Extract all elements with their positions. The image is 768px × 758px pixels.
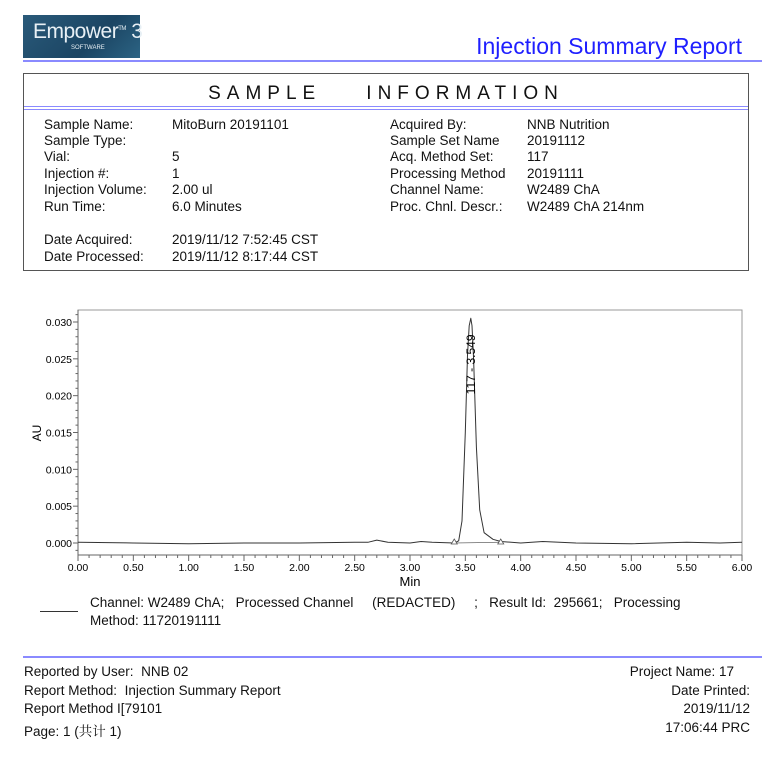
field-label: Date Processed: [44, 249, 144, 264]
x-tick-label: 3.00 [399, 562, 421, 574]
sample-information-heading: SAMPLE INFORMATION [208, 83, 564, 104]
field-label: Date Acquired: [44, 232, 133, 247]
x-tick-label: 6.00 [731, 562, 753, 574]
y-tick-label: 0.015 [45, 427, 72, 440]
y-tick-label: 0.020 [45, 390, 72, 403]
x-tick-label: 0.00 [67, 562, 89, 574]
legend-line1: Channel: W2489 ChA; Processed Channel (REDACTED) ; Result Id: 295661; Processing [90, 595, 681, 610]
heading-rule [24, 106, 748, 107]
y-tick-label: 0.005 [45, 501, 72, 514]
report-method-id-label: Report Method I[ [24, 701, 125, 716]
field-value: 20191112 [527, 133, 586, 148]
field-value: 117 [527, 149, 549, 164]
x-tick-label: 5.00 [621, 562, 642, 574]
chromatogram-trace [78, 318, 742, 543]
field-label: Sample Type: [44, 133, 127, 148]
y-tick-label: 0.030 [45, 317, 72, 329]
field-label: Acquired By: [390, 117, 467, 132]
field-value: 6.0 Minutes [172, 199, 242, 214]
header-divider [23, 60, 762, 62]
report-method-value: Injection Summary Report [124, 683, 281, 698]
date-printed: 2019/11/12 [683, 701, 750, 716]
page-number: Page: 1 (共计 1) [24, 724, 122, 739]
empower-logo [23, 15, 143, 58]
x-tick-label: 5.50 [676, 562, 697, 574]
report-method-label: Report Method: [24, 683, 118, 698]
logo-sub: SOFTWARE [71, 45, 105, 51]
field-label: Injection Volume: [44, 182, 147, 197]
field-label: Injection #: [44, 166, 110, 181]
field-label: Acq. Method Set: [390, 149, 494, 164]
x-axis-label: Min [399, 574, 421, 589]
field-label: Run Time: [44, 199, 106, 214]
field-label: Channel Name: [390, 182, 484, 197]
x-tick-label: 2.00 [289, 562, 310, 574]
x-tick-label: 0.50 [123, 562, 144, 574]
field-value: 5 [172, 149, 180, 164]
field-label: Sample Set Name [390, 133, 500, 148]
field-label: Vial: [44, 149, 71, 164]
field-label: Processing Method [390, 166, 506, 181]
y-tick-label: 0.000 [45, 538, 72, 550]
report-method-id [24, 701, 162, 716]
y-axis-label: AU [30, 424, 44, 442]
heading-rule [24, 109, 748, 110]
footer-divider [23, 656, 762, 658]
chromatogram-chart [0, 300, 768, 595]
reported-by-label: Reported by User: [24, 664, 134, 679]
legend-line2: Method: 11720191111 [90, 613, 222, 628]
logo-text [33, 20, 142, 44]
field-label: Sample Name: [44, 117, 134, 132]
x-tick-label: 4.00 [510, 562, 531, 574]
plot-frame [78, 310, 742, 555]
x-tick-label: 3.50 [455, 562, 476, 574]
report-method [24, 683, 281, 698]
field-label: Proc. Chnl. Descr.: [390, 199, 503, 214]
logo-version: 3 [131, 20, 143, 43]
field-value: 2.00 ul [172, 182, 213, 197]
x-tick-label: 4.50 [565, 562, 587, 574]
legend-line-swatch [40, 611, 78, 612]
baseline [454, 542, 500, 543]
project-name: Project Name: 17 [629, 664, 734, 679]
field-value: W2489 ChA [527, 182, 600, 197]
field-value: 1 [172, 166, 180, 181]
x-tick-label: 2.50 [344, 562, 365, 574]
date-printed-label: Date Printed: [671, 683, 750, 698]
logo-tm: TM [118, 26, 126, 32]
field-value: 2019/11/12 7:52:45 CST [172, 232, 319, 247]
logo-name: Empower [33, 20, 119, 43]
peak-label: 117 - 3.549 [463, 334, 478, 395]
reported-by [24, 664, 188, 679]
field-value: 20191111 [527, 166, 585, 181]
field-value: MitoBurn 20191101 [172, 117, 289, 132]
time-printed: 17:06:44 PRC [665, 720, 750, 735]
x-tick-label: 1.00 [178, 562, 199, 574]
y-tick-label: 0.025 [45, 353, 72, 366]
y-tick-label: 0.010 [45, 464, 72, 477]
field-value: W2489 ChA 214nm [527, 199, 645, 214]
report-title: Injection Summary Report [476, 33, 742, 59]
reported-by-value: NNB 02 [141, 664, 189, 679]
sample-information-box [23, 73, 749, 271]
field-value: 2019/11/12 8:17:44 CST [172, 249, 319, 264]
x-tick-label: 1.50 [233, 562, 255, 574]
field-value: NNB Nutrition [527, 117, 610, 132]
report-method-id-value: 79101 [124, 701, 163, 716]
